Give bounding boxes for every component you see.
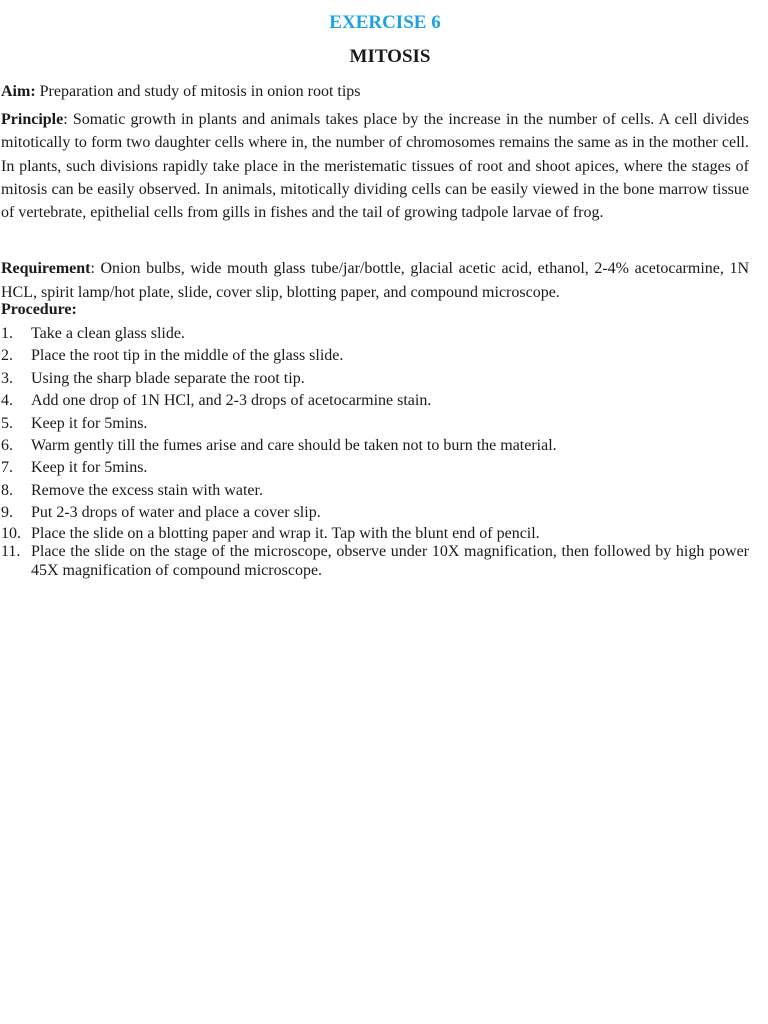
requirement-label: Requirement <box>1 260 91 277</box>
procedure-step <box>1 413 749 435</box>
procedure-step <box>1 435 749 457</box>
step-number: 11. <box>1 543 21 561</box>
step-number: 10. <box>1 524 21 542</box>
step-number: 1. <box>1 325 13 342</box>
step-number: 9. <box>1 504 13 522</box>
step-number: 8. <box>1 481 13 499</box>
step-text: Warm gently till the fumes arise and care should be taken not to burn the material. <box>31 436 557 454</box>
procedure-step <box>1 480 749 502</box>
procedure-step <box>1 323 749 345</box>
step-text: Take a clean glass slide. <box>31 325 185 342</box>
step-number: 5. <box>1 414 13 432</box>
step-text: Put 2-3 drops of water and place a cover slip. <box>31 504 321 522</box>
procedure-heading: Procedure: <box>1 301 77 318</box>
principle-paragraph <box>1 108 749 224</box>
procedure-step <box>1 345 749 367</box>
principle-text: : Somatic growth in plants and animals takes place by the increase in the number of cells. A cell divides mitotically to form two daughter cells where in, the number of chromosomes remains the same as in the mother cell. In plants, such divisions rapidly take place in the meristematic tissues of root and shoot apices, where the stages of mitosis can be easily observed. In animals, mitotically dividing cells can be easily viewed in the bone marrow tissue of vertebrate, epithelial cells from gills in fishes and the tail of growing tadpole larvae of frog. <box>1 111 749 222</box>
procedure-step <box>1 502 749 524</box>
procedure-list <box>1 323 749 580</box>
step-text: Place the root tip in the middle of the glass slide. <box>31 347 344 365</box>
requirement-text: : Onion bulbs, wide mouth glass tube/jar/bottle, glacial acetic acid, ethanol, 2-4% acetocarmine, 1N HCL, spirit lamp/hot plate, slide, cover slip, blotting paper, and compound microscope. <box>1 260 749 301</box>
aim-paragraph <box>1 80 749 103</box>
procedure-step <box>1 457 749 479</box>
aim-label: Aim: <box>1 83 36 100</box>
page-title: MITOSIS <box>349 46 431 67</box>
procedure-step <box>1 390 749 412</box>
step-text: Add one drop of 1N HCl, and 2-3 drops of acetocarmine stain. <box>31 392 432 410</box>
principle-label: Principle <box>1 111 64 128</box>
step-number: 2. <box>1 347 13 365</box>
step-text: Place the slide on the stage of the microscope, observe under 10X magnification, then followed by high power 45X magnification of compound microscope. <box>31 543 749 579</box>
requirement-paragraph <box>1 257 749 305</box>
procedure-step <box>1 368 749 390</box>
procedure-step <box>1 543 749 580</box>
step-number: 4. <box>1 392 13 410</box>
step-text: Using the sharp blade separate the root tip. <box>31 369 305 387</box>
step-number: 6. <box>1 436 13 454</box>
step-text: Remove the excess stain with water. <box>31 481 263 499</box>
step-text: Place the slide on a blotting paper and wrap it. Tap with the blunt end of pencil. <box>31 524 540 542</box>
exercise-number: EXERCISE 6 <box>329 12 441 33</box>
procedure-step <box>1 525 749 544</box>
step-text: Keep it for 5mins. <box>31 414 148 432</box>
step-number: 7. <box>1 459 13 477</box>
step-number: 3. <box>1 369 13 387</box>
aim-text: Preparation and study of mitosis in onion root tips <box>35 83 361 100</box>
step-text: Keep it for 5mins. <box>31 459 148 477</box>
